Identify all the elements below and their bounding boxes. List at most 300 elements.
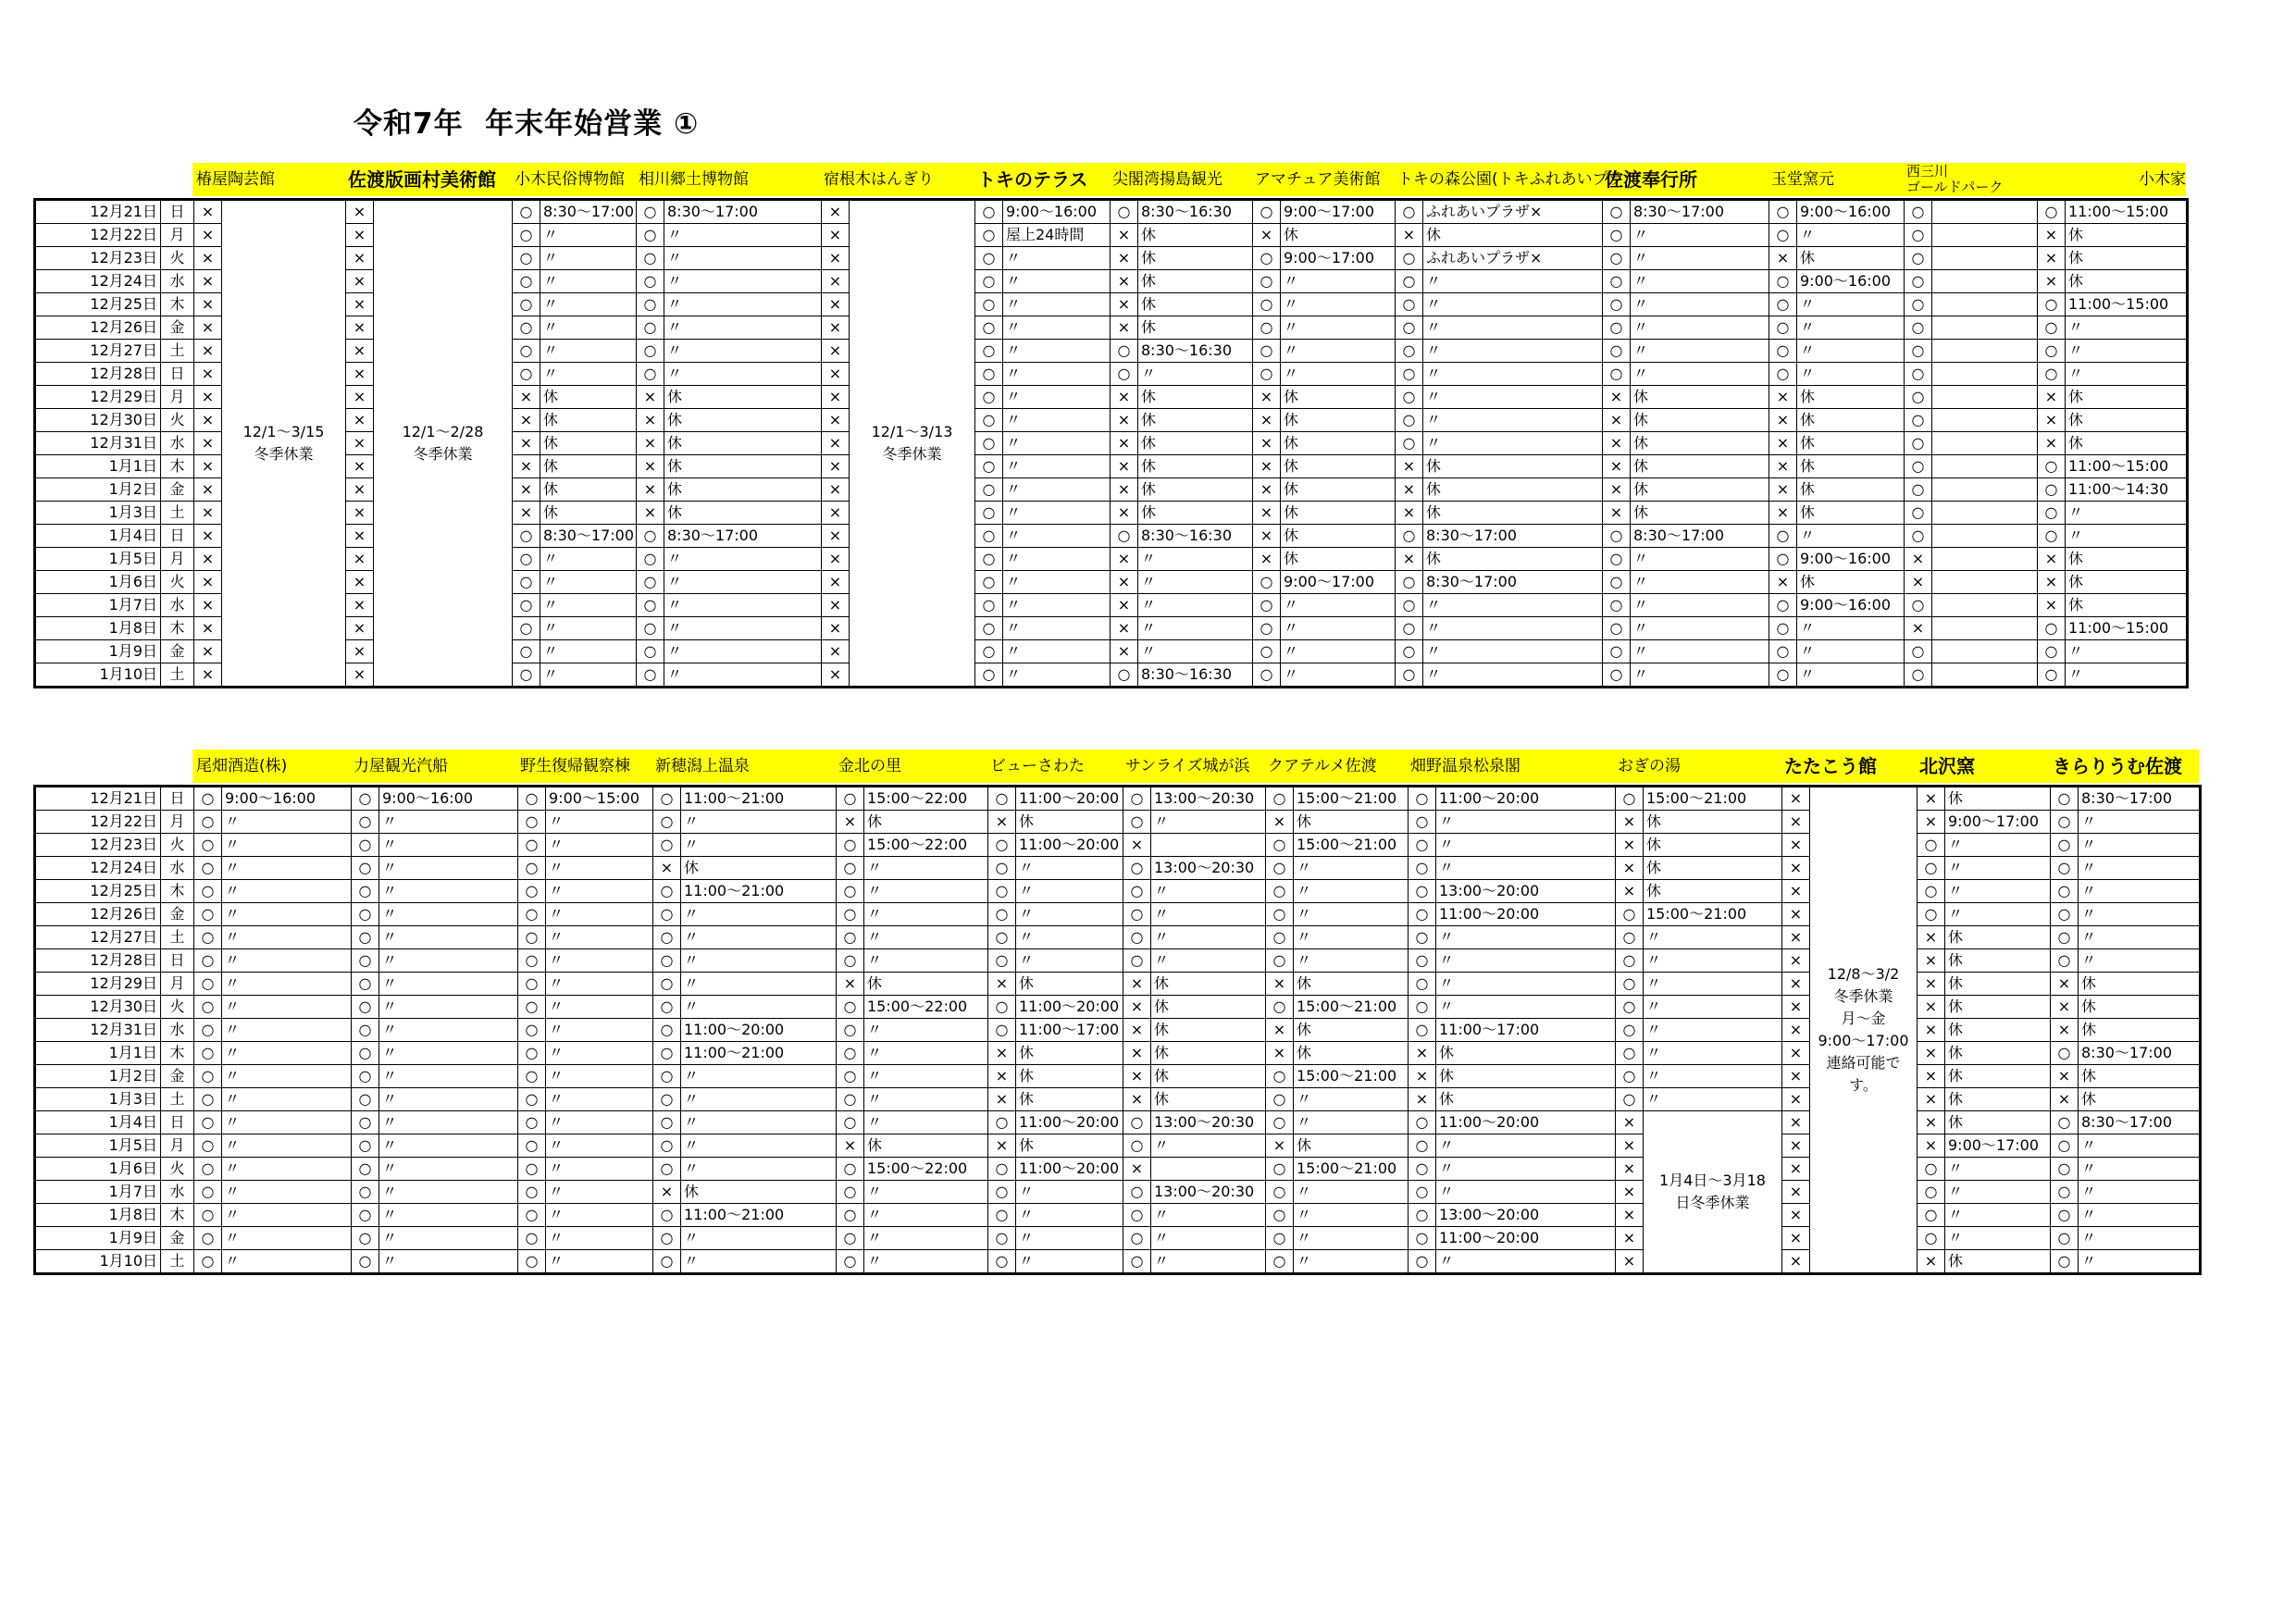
status-mark: ○ — [1603, 363, 1631, 386]
status-mark: ○ — [1253, 200, 1281, 224]
status-mark: × — [822, 548, 850, 571]
hours-cell: 〃 — [1436, 811, 1616, 834]
hours-cell: 〃 — [1631, 617, 1769, 640]
status-mark: ○ — [352, 903, 379, 926]
status-mark: ○ — [2051, 857, 2079, 880]
hours-cell: 〃 — [546, 1134, 653, 1158]
status-mark: ○ — [518, 787, 546, 811]
status-mark: × — [194, 293, 222, 316]
hours-cell: 〃 — [546, 926, 653, 949]
hours-cell: 〃 — [546, 996, 653, 1019]
hours-cell: 屋上24時間 — [1003, 224, 1111, 247]
facility-name: 新穂潟上温泉 — [655, 757, 750, 775]
status-mark: ○ — [1409, 880, 1436, 903]
table-row — [35, 200, 2188, 224]
weekday-cell: 水 — [161, 594, 194, 617]
hours-cell: 11:00～17:00 — [1016, 1019, 1123, 1042]
status-mark: ○ — [1111, 363, 1138, 386]
hours-cell — [1932, 455, 2038, 478]
hours-cell: 休 — [2079, 973, 2201, 996]
hours-cell: 〃 — [864, 1111, 988, 1134]
hours-cell: 〃 — [1644, 1019, 1782, 1042]
status-mark: ○ — [1905, 502, 1932, 525]
hours-cell: 休 — [664, 409, 822, 432]
status-mark: × — [513, 478, 540, 502]
table-row — [35, 571, 2188, 594]
status-mark: × — [822, 409, 850, 432]
hours-cell — [1932, 594, 2038, 617]
hours-cell: 〃 — [681, 1227, 837, 1250]
status-mark: × — [194, 432, 222, 455]
facility-name: ビューさわた — [990, 757, 1085, 775]
hours-cell: 休 — [1797, 502, 1905, 525]
status-mark: × — [822, 432, 850, 455]
status-mark: ○ — [1266, 926, 1294, 949]
status-mark: ○ — [518, 973, 546, 996]
hours-cell: 休 — [2066, 548, 2188, 571]
status-mark: ○ — [1409, 1250, 1436, 1274]
hours-cell: 〃 — [1423, 640, 1603, 663]
hours-cell: 〃 — [222, 1111, 352, 1134]
hours-cell: 〃 — [1016, 857, 1123, 880]
hours-cell: 〃 — [864, 857, 988, 880]
status-mark: ○ — [988, 1250, 1016, 1274]
hours-cell: 〃 — [546, 1250, 653, 1274]
status-mark: ○ — [1266, 834, 1294, 857]
hours-cell: 9:00～17:00 — [1945, 811, 2051, 834]
status-mark: × — [822, 363, 850, 386]
hours-cell: 休 — [1945, 787, 2051, 811]
status-mark: × — [2038, 594, 2066, 617]
status-mark: ○ — [1409, 903, 1436, 926]
status-mark: ○ — [2051, 1181, 2079, 1204]
status-mark: ○ — [513, 293, 540, 316]
date-cell: 12月30日 — [35, 409, 161, 432]
hours-cell: 9:00～16:00 — [222, 787, 352, 811]
table-row — [35, 386, 2188, 409]
weekday-cell: 水 — [161, 1181, 194, 1204]
hours-cell: 〃 — [1423, 409, 1603, 432]
status-mark: × — [1782, 1250, 1810, 1274]
hours-cell: 休 — [1945, 1111, 2051, 1134]
status-mark: ○ — [1266, 949, 1294, 973]
status-mark: ○ — [1396, 617, 1423, 640]
status-mark: × — [837, 1134, 864, 1158]
status-mark: ○ — [837, 1065, 864, 1088]
hours-cell: 〃 — [379, 811, 518, 834]
hours-cell: 〃 — [1281, 293, 1396, 316]
hours-cell: 11:00～20:00 — [1016, 834, 1123, 857]
date-cell: 12月30日 — [35, 996, 161, 1019]
status-mark: ○ — [637, 340, 664, 363]
hours-cell: 〃 — [681, 926, 837, 949]
hours-cell: 〃 — [222, 1042, 352, 1065]
facility-name: サンライズ城が浜 — [1125, 757, 1250, 775]
hours-cell: 〃 — [1423, 293, 1603, 316]
hours-cell: 〃 — [1294, 1227, 1409, 1250]
status-mark: × — [1769, 455, 1797, 478]
status-mark: × — [194, 548, 222, 571]
status-mark: × — [1782, 1158, 1810, 1181]
hours-cell: 〃 — [1631, 571, 1769, 594]
status-mark: × — [2038, 432, 2066, 455]
hours-cell: 11:00～15:00 — [2066, 617, 2188, 640]
status-mark: ○ — [1409, 1204, 1436, 1227]
status-mark: ○ — [513, 247, 540, 270]
hours-cell: 〃 — [2079, 903, 2201, 926]
status-mark: × — [1782, 1227, 1810, 1250]
hours-cell: 〃 — [1945, 1158, 2051, 1181]
hours-cell: 休 — [664, 386, 822, 409]
date-cell: 1月1日 — [35, 455, 161, 478]
status-mark: ○ — [1905, 409, 1932, 432]
status-mark: ○ — [637, 548, 664, 571]
status-mark: ○ — [352, 949, 379, 973]
hours-cell: 〃 — [1797, 617, 1905, 640]
status-mark: × — [1616, 1111, 1644, 1134]
facility-name: 力屋観光汽船 — [354, 757, 448, 775]
status-mark: × — [1266, 1042, 1294, 1065]
hours-cell: 〃 — [1281, 340, 1396, 363]
status-mark: ○ — [194, 834, 222, 857]
status-mark: ○ — [518, 949, 546, 973]
hours-cell: 休 — [1138, 455, 1253, 478]
hours-cell: 〃 — [1151, 949, 1266, 973]
hours-cell: 休 — [864, 811, 988, 834]
hours-cell: 〃 — [1644, 1042, 1782, 1065]
hours-cell: 〃 — [1281, 316, 1396, 340]
status-mark: × — [1769, 409, 1797, 432]
hours-cell: 9:00～17:00 — [1281, 200, 1396, 224]
hours-cell: 〃 — [379, 857, 518, 880]
hours-cell: 〃 — [379, 1204, 518, 1227]
status-mark: × — [194, 316, 222, 340]
status-mark: ○ — [1253, 571, 1281, 594]
hours-cell: 休 — [1138, 432, 1253, 455]
hours-cell: 休 — [2066, 247, 2188, 270]
hours-cell: 〃 — [2079, 926, 2201, 949]
status-mark: ○ — [1917, 834, 1945, 857]
status-mark: ○ — [1603, 224, 1631, 247]
status-mark: ○ — [2051, 926, 2079, 949]
status-mark: × — [2051, 996, 2079, 1019]
status-mark: × — [1917, 949, 1945, 973]
date-cell: 12月31日 — [35, 1019, 161, 1042]
status-mark: ○ — [1253, 640, 1281, 663]
hours-cell: 9:00～15:00 — [546, 787, 653, 811]
status-mark: ○ — [518, 1065, 546, 1088]
hours-cell: 〃 — [1797, 340, 1905, 363]
status-mark: ○ — [653, 1111, 681, 1134]
hours-cell: 休 — [2066, 270, 2188, 293]
weekday-cell: 土 — [161, 502, 194, 525]
hours-cell: 休 — [664, 502, 822, 525]
status-mark: ○ — [1917, 1158, 1945, 1181]
status-mark: ○ — [2051, 1042, 2079, 1065]
status-mark: × — [1409, 1088, 1436, 1111]
status-mark: × — [822, 270, 850, 293]
hours-cell: 休 — [1281, 478, 1396, 502]
hours-cell: 〃 — [1644, 926, 1782, 949]
hours-cell: 休 — [1281, 386, 1396, 409]
status-mark: × — [1253, 409, 1281, 432]
status-mark: × — [346, 363, 374, 386]
status-mark: ○ — [352, 1134, 379, 1158]
hours-cell: 〃 — [546, 811, 653, 834]
hours-cell — [1151, 1158, 1266, 1181]
hours-cell: 〃 — [379, 996, 518, 1019]
status-mark: ○ — [653, 1019, 681, 1042]
status-mark: × — [1616, 857, 1644, 880]
hours-cell: 〃 — [540, 363, 637, 386]
weekday-cell: 木 — [161, 293, 194, 316]
status-mark: × — [1917, 811, 1945, 834]
status-mark: × — [194, 409, 222, 432]
hours-cell: 〃 — [1631, 316, 1769, 340]
hours-cell: 休 — [2066, 386, 2188, 409]
hours-cell: 休 — [1423, 224, 1603, 247]
status-mark: ○ — [1905, 640, 1932, 663]
status-mark: × — [1111, 293, 1138, 316]
status-mark: × — [988, 811, 1016, 834]
date-cell: 12月21日 — [35, 200, 161, 224]
hours-cell: 9:00～17:00 — [1281, 247, 1396, 270]
status-mark: × — [822, 247, 850, 270]
hours-cell: 休 — [681, 857, 837, 880]
status-mark: ○ — [975, 200, 1003, 224]
status-mark: × — [1782, 1204, 1810, 1227]
hours-cell: 〃 — [1294, 903, 1409, 926]
hours-cell: 〃 — [864, 926, 988, 949]
hours-cell: 13:00～20:30 — [1151, 1111, 1266, 1134]
status-mark: ○ — [2038, 200, 2066, 224]
hours-cell: 〃 — [1016, 1250, 1123, 1274]
status-mark: ○ — [988, 834, 1016, 857]
hours-cell: 〃 — [864, 1227, 988, 1250]
status-mark: ○ — [352, 834, 379, 857]
status-mark: ○ — [1905, 247, 1932, 270]
hours-cell: 休 — [1945, 1019, 2051, 1042]
hours-cell: 8:30～17:00 — [540, 525, 637, 548]
hours-cell — [1932, 247, 2038, 270]
hours-cell: 〃 — [681, 811, 837, 834]
hours-cell: 13:00～20:30 — [1151, 787, 1266, 811]
status-mark: × — [1782, 1111, 1810, 1134]
hours-cell — [1932, 502, 2038, 525]
hours-cell: 13:00～20:00 — [1436, 880, 1616, 903]
status-mark: ○ — [1253, 316, 1281, 340]
hours-cell: 〃 — [546, 1088, 653, 1111]
status-mark: ○ — [1396, 247, 1423, 270]
hours-cell: 休 — [1436, 1042, 1616, 1065]
hours-cell: 〃 — [1294, 857, 1409, 880]
status-mark: ○ — [513, 663, 540, 688]
hours-cell: 〃 — [1138, 640, 1253, 663]
status-mark: × — [2051, 1088, 2079, 1111]
hours-cell: 〃 — [1151, 903, 1266, 926]
hours-cell: 〃 — [546, 857, 653, 880]
status-mark: ○ — [194, 1019, 222, 1042]
status-mark: × — [346, 340, 374, 363]
weekday-cell: 月 — [161, 224, 194, 247]
status-mark: × — [1769, 478, 1797, 502]
facility-name: 西三川 ゴールドパーク — [1906, 163, 2004, 195]
status-mark: ○ — [1266, 1204, 1294, 1227]
hours-cell — [1932, 525, 2038, 548]
hours-cell: 15:00～22:00 — [864, 1158, 988, 1181]
status-mark: × — [1603, 409, 1631, 432]
status-mark: × — [988, 1065, 1016, 1088]
hours-cell: 休 — [1797, 455, 1905, 478]
status-mark: × — [1123, 834, 1151, 857]
status-mark: × — [194, 386, 222, 409]
status-mark: × — [346, 224, 374, 247]
status-mark: × — [1396, 548, 1423, 571]
hours-cell: 〃 — [1003, 386, 1111, 409]
hours-cell: 〃 — [681, 996, 837, 1019]
status-mark: × — [1917, 1088, 1945, 1111]
hours-cell: 〃 — [222, 1181, 352, 1204]
facility-name: 椿屋陶芸館 — [196, 170, 275, 189]
status-mark: ○ — [1253, 247, 1281, 270]
date-cell: 1月4日 — [35, 525, 161, 548]
hours-cell: 〃 — [1016, 880, 1123, 903]
hours-cell: 〃 — [1138, 594, 1253, 617]
hours-cell: 〃 — [379, 903, 518, 926]
closure-note: 1月4日～3月18 日冬季休業 — [1644, 1111, 1782, 1274]
hours-cell: 〃 — [1631, 548, 1769, 571]
hours-cell: 13:00～20:30 — [1151, 857, 1266, 880]
status-mark: × — [346, 640, 374, 663]
hours-cell: 〃 — [1945, 880, 2051, 903]
hours-cell: 〃 — [546, 973, 653, 996]
status-mark: ○ — [1603, 525, 1631, 548]
hours-cell: 〃 — [864, 880, 988, 903]
status-mark: ○ — [1603, 200, 1631, 224]
hours-cell: 〃 — [1003, 502, 1111, 525]
status-mark: ○ — [2051, 1227, 2079, 1250]
status-mark: × — [822, 455, 850, 478]
hours-cell: 〃 — [1016, 1181, 1123, 1204]
status-mark: × — [822, 640, 850, 663]
hours-cell: 〃 — [1281, 617, 1396, 640]
status-mark: ○ — [1769, 640, 1797, 663]
status-mark: × — [1616, 1181, 1644, 1204]
status-mark: ○ — [975, 617, 1003, 640]
status-mark: × — [822, 340, 850, 363]
hours-cell: 〃 — [222, 1134, 352, 1158]
hours-cell: 15:00～21:00 — [1294, 834, 1409, 857]
status-mark: × — [194, 571, 222, 594]
status-mark: × — [1905, 548, 1932, 571]
hours-cell: 休 — [1294, 1134, 1409, 1158]
status-mark: ○ — [1603, 316, 1631, 340]
status-mark: ○ — [1769, 270, 1797, 293]
status-mark: × — [1603, 478, 1631, 502]
weekday-cell: 月 — [161, 386, 194, 409]
status-mark: × — [1111, 316, 1138, 340]
date-cell: 12月22日 — [35, 811, 161, 834]
status-mark: ○ — [518, 857, 546, 880]
status-mark: ○ — [637, 270, 664, 293]
weekday-cell: 日 — [161, 1111, 194, 1134]
status-mark: ○ — [653, 811, 681, 834]
hours-cell: 11:00～20:00 — [1016, 996, 1123, 1019]
status-mark: × — [346, 455, 374, 478]
status-mark: ○ — [653, 926, 681, 949]
hours-cell: 11:00～15:00 — [2066, 200, 2188, 224]
hours-cell: 8:30～16:30 — [1138, 340, 1253, 363]
status-mark: ○ — [1769, 363, 1797, 386]
hours-cell: 〃 — [379, 1250, 518, 1274]
hours-cell — [1932, 224, 2038, 247]
status-mark: × — [822, 663, 850, 688]
status-mark: × — [637, 478, 664, 502]
hours-cell: 〃 — [664, 594, 822, 617]
hours-cell: 休 — [1423, 478, 1603, 502]
hours-cell: 休 — [1945, 973, 2051, 996]
hours-cell: 〃 — [1294, 1088, 1409, 1111]
status-mark: × — [1111, 432, 1138, 455]
status-mark: × — [1123, 1042, 1151, 1065]
closure-note: 12/1～3/15 冬季休業 — [222, 200, 346, 688]
hours-cell: 〃 — [1003, 409, 1111, 432]
hours-cell — [1932, 640, 2038, 663]
table-row — [35, 548, 2188, 571]
status-mark: × — [1123, 1065, 1151, 1088]
hours-cell: 〃 — [1945, 1181, 2051, 1204]
hours-cell: 〃 — [1016, 903, 1123, 926]
status-mark: ○ — [1409, 949, 1436, 973]
status-mark: × — [1616, 834, 1644, 857]
facility-name: 宿根木はんぎり — [824, 170, 934, 189]
hours-cell: 〃 — [546, 903, 653, 926]
status-mark: ○ — [1616, 1042, 1644, 1065]
facility-name: きらりうむ佐渡 — [2053, 755, 2182, 777]
hours-cell: 〃 — [864, 1204, 988, 1227]
status-mark: × — [1253, 502, 1281, 525]
hours-cell: 休 — [540, 502, 637, 525]
hours-cell: 休 — [2079, 1088, 2201, 1111]
hours-cell: 〃 — [1016, 1204, 1123, 1227]
hours-cell: 11:00～20:00 — [681, 1019, 837, 1042]
hours-cell: 〃 — [1644, 973, 1782, 996]
hours-cell: 休 — [664, 455, 822, 478]
status-mark: × — [1123, 1019, 1151, 1042]
status-mark: ○ — [518, 1088, 546, 1111]
status-mark: × — [1111, 594, 1138, 617]
hours-cell: 〃 — [1423, 316, 1603, 340]
status-mark: × — [1616, 1158, 1644, 1181]
status-mark: × — [1917, 787, 1945, 811]
hours-cell: 〃 — [2066, 525, 2188, 548]
status-mark: ○ — [1396, 594, 1423, 617]
status-mark: ○ — [518, 1134, 546, 1158]
hours-cell: 〃 — [1644, 996, 1782, 1019]
status-mark: ○ — [1769, 200, 1797, 224]
hours-cell: 〃 — [2079, 880, 2201, 903]
hours-cell: 8:30～17:00 — [1423, 525, 1603, 548]
hours-cell: 休 — [1294, 1019, 1409, 1042]
facility-name: 尾畑酒造(株) — [196, 757, 288, 775]
hours-cell: 休 — [1631, 409, 1769, 432]
hours-cell: 〃 — [1945, 903, 2051, 926]
status-mark: ○ — [1396, 363, 1423, 386]
weekday-cell: 木 — [161, 1042, 194, 1065]
status-mark: × — [2051, 1019, 2079, 1042]
hours-cell: 11:00～15:00 — [2066, 293, 2188, 316]
hours-cell: 休 — [1281, 455, 1396, 478]
